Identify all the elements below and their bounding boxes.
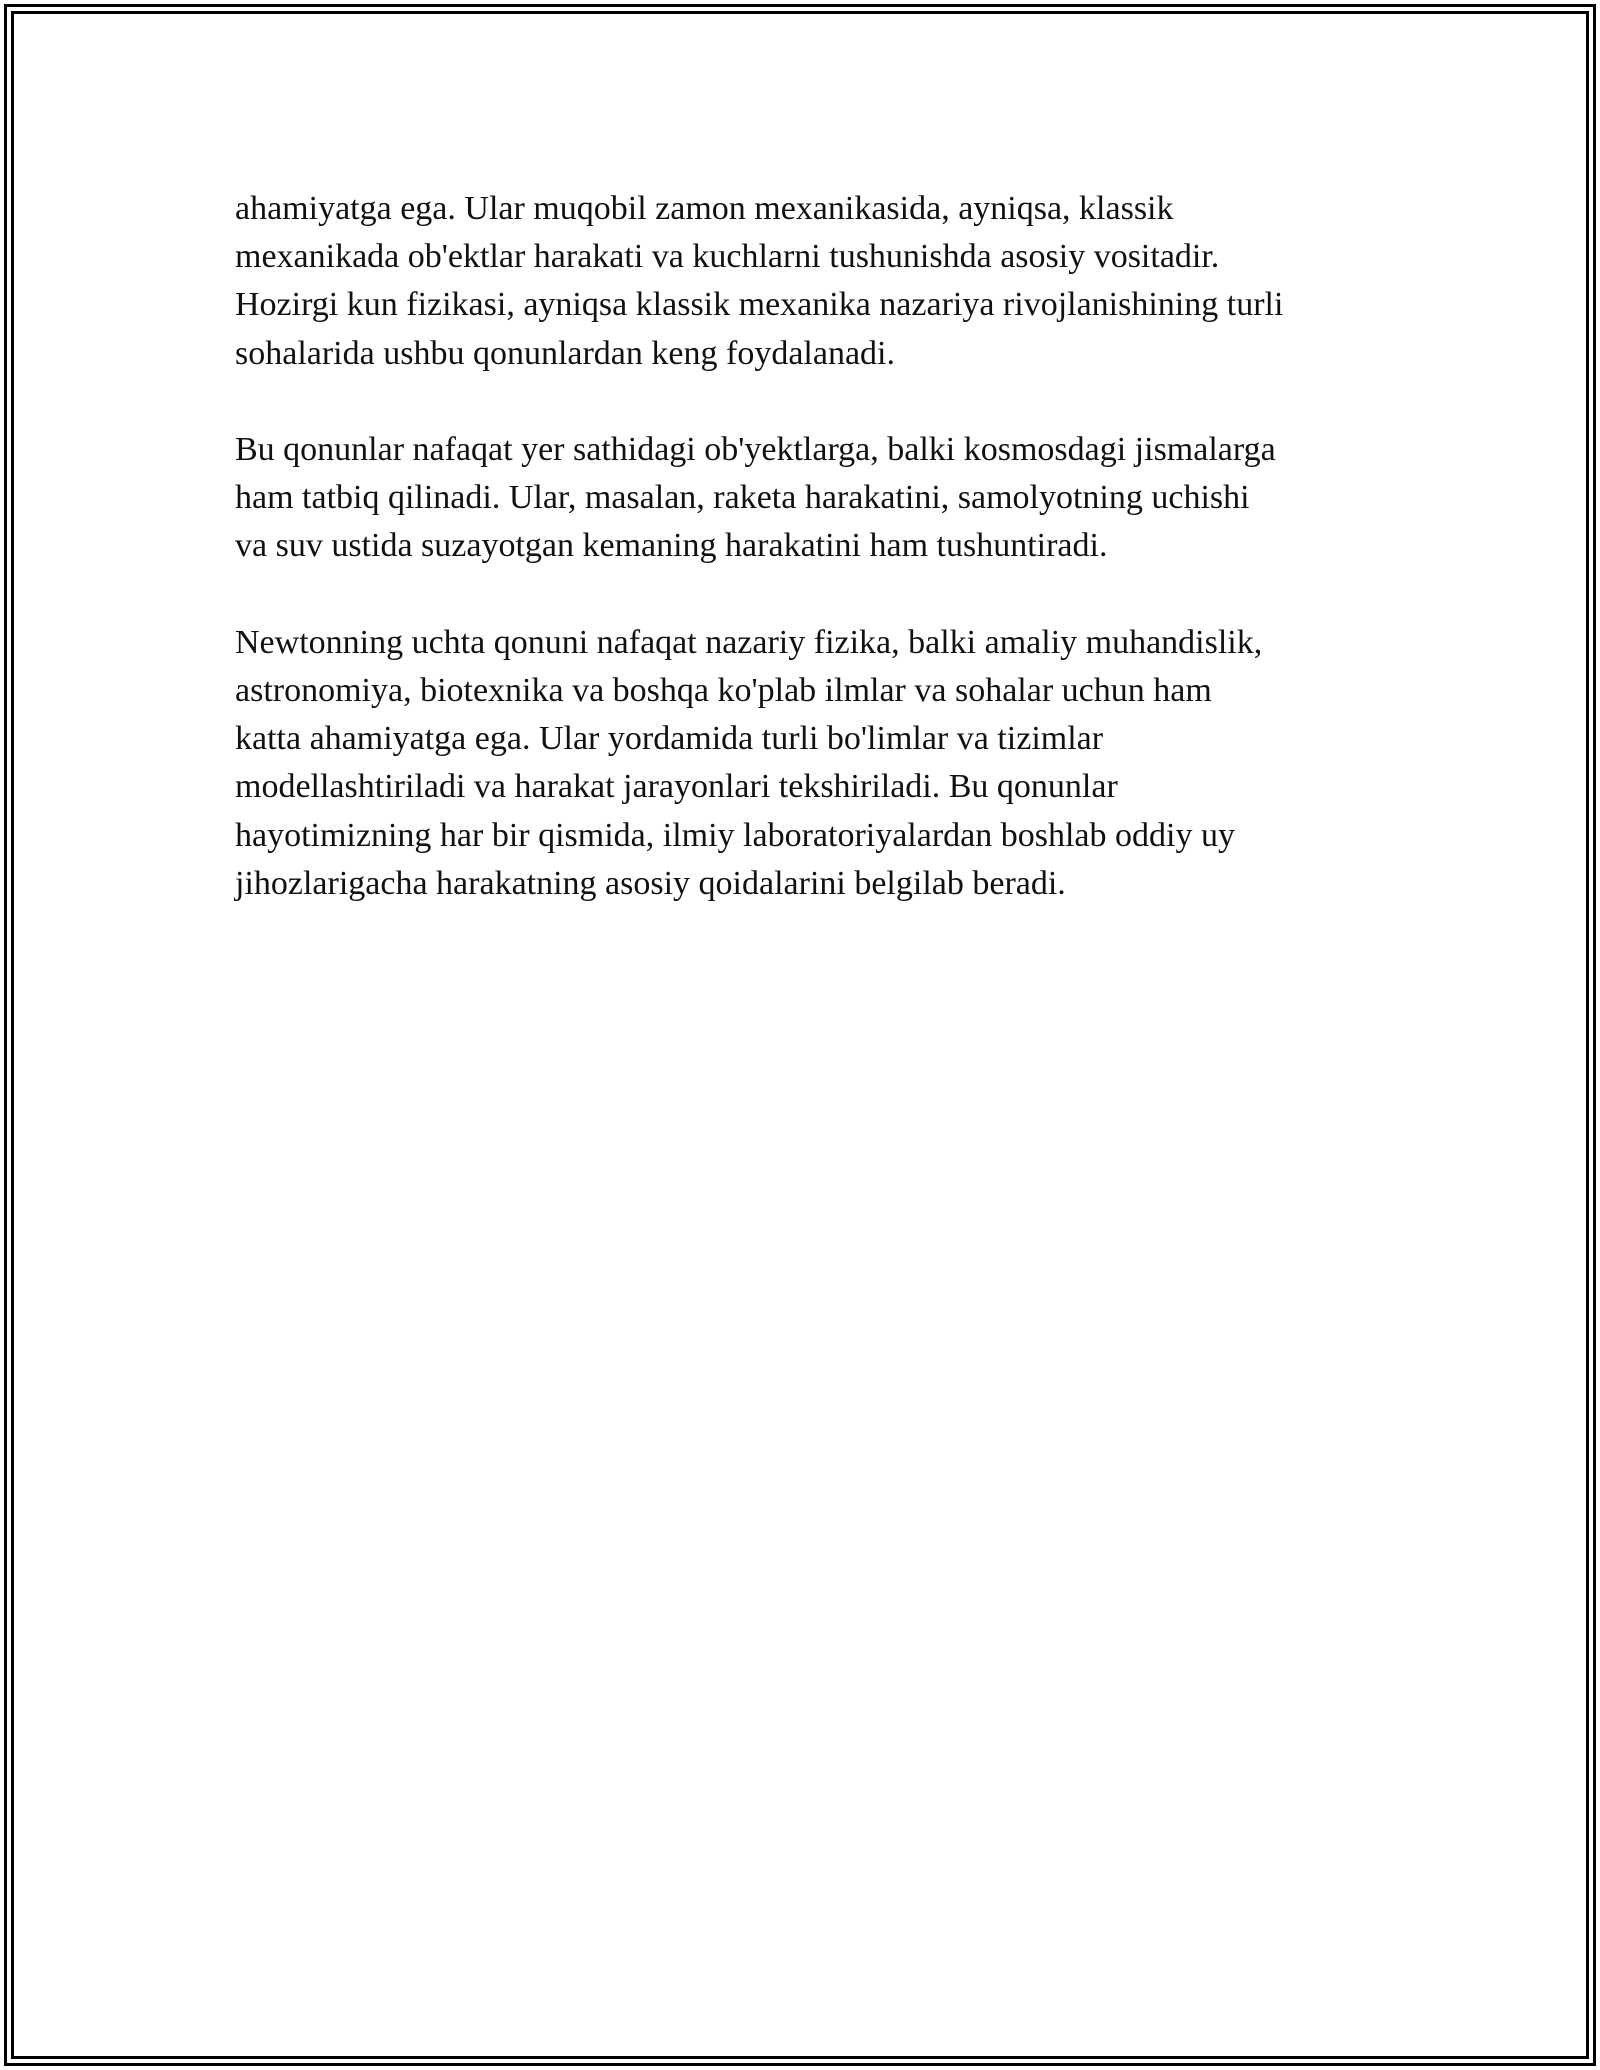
- document-body: [235, 185, 1375, 956]
- paragraph-3: Newtonning uchta qonuni nafaqat nazariy fizika, balki amaliy muhandislik, astronomiya, biotexnika va boshqa ko'plab ilmlar va sohalar uchun ham katta ahamiyatga ega. Ular yordamida turli bo'limlar va tizimlar modellashtiriladi va harakat jarayonlari tekshiriladi. Bu qonunlar hayotimizning har bir qismida, ilmiy laboratoriyalardan boshlab oddiy uy jihozlarigacha harakatning asosiy qoidalarini belgilab beradi.: [235, 623, 1263, 902]
- paragraph-2: Bu qonunlar nafaqat yer sathidagi ob'yektlarga, balki kosmosdagi jismalarga ham tatbiq qilinadi. Ular, masalan, raketa harakatini, samolyotning uchishi va suv ustida suzayotgan kemaning harakatini ham tushuntiradi.: [235, 431, 1276, 565]
- paragraph-1: ahamiyatga ega. Ular muqobil zamon mexanikasida, ayniqsa, klassik mexanikada ob'ektlar harakati va kuchlarni tushunishda asosiy vositadir. Hozirgi kun fizikasi, ayniqsa klassik mexanika nazariya rivojlanishining turli sohalarida ushbu qonunlardan keng foydalanadi.: [235, 190, 1284, 372]
